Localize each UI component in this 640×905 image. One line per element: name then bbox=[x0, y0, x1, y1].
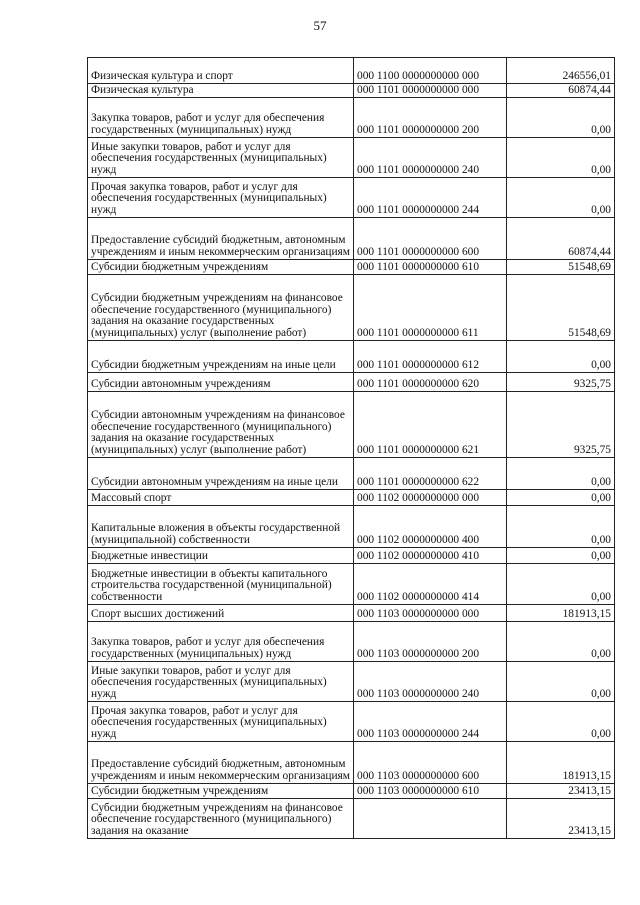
row-sum: 23413,15 bbox=[507, 784, 615, 799]
row-sum: 0,00 bbox=[507, 341, 615, 373]
row-code: 000 1103 0000000000 600 bbox=[354, 742, 507, 784]
row-sum: 0,00 bbox=[507, 98, 615, 138]
row-code: 000 1102 0000000000 414 bbox=[354, 564, 507, 605]
row-name: Субсидии автономным учреждениям на иные цели bbox=[88, 458, 354, 490]
row-code: 000 1101 0000000000 612 bbox=[354, 341, 507, 373]
row-code: 000 1101 0000000000 240 bbox=[354, 138, 507, 178]
row-sum: 0,00 bbox=[507, 458, 615, 490]
row-code: 000 1101 0000000000 620 bbox=[354, 373, 507, 392]
row-code: 000 1103 0000000000 000 bbox=[354, 605, 507, 622]
row-code: 000 1102 0000000000 400 bbox=[354, 506, 507, 548]
table-row bbox=[88, 98, 615, 138]
row-code: 000 1103 0000000000 244 bbox=[354, 702, 507, 742]
table-row bbox=[88, 218, 615, 260]
row-code: 000 1103 0000000000 610 bbox=[354, 784, 507, 799]
row-name: Спорт высших достижений bbox=[88, 605, 354, 622]
row-code: 000 1103 0000000000 240 bbox=[354, 662, 507, 702]
row-sum: 0,00 bbox=[507, 622, 615, 662]
table-row bbox=[88, 490, 615, 506]
table-row bbox=[88, 84, 615, 98]
row-sum: 0,00 bbox=[507, 662, 615, 702]
row-name: Иные закупки товаров, работ и услуг для обеспечения государственных (муниципальных) нужд bbox=[88, 662, 354, 702]
table-row bbox=[88, 58, 615, 84]
row-name: Субсидии бюджетным учреждениям на финансовое обеспечение государственного (муниципального) задания на оказание bbox=[88, 799, 354, 839]
row-name: Предоставление субсидий бюджетным, автономным учреждениям и иным некоммерческим организациям bbox=[88, 218, 354, 260]
row-name: Физическая культура bbox=[88, 84, 354, 98]
row-sum: 0,00 bbox=[507, 564, 615, 605]
page-number: 57 bbox=[313, 18, 327, 33]
row-name: Субсидии автономным учреждениям на финансовое обеспечение государственного (муниципального) задания на оказание государственных (муниципальных) услуг (выполнение работ) bbox=[88, 392, 354, 458]
row-sum: 246556,01 bbox=[507, 58, 615, 84]
row-name: Бюджетные инвестиции в объекты капитального строительства государственной (муниципальной) собственности bbox=[88, 564, 354, 605]
row-sum: 23413,15 bbox=[507, 799, 615, 839]
table-row bbox=[88, 260, 615, 275]
row-name: Иные закупки товаров, работ и услуг для обеспечения государственных (муниципальных) нужд bbox=[88, 138, 354, 178]
table-row bbox=[88, 784, 615, 799]
row-code: 000 1102 0000000000 410 bbox=[354, 548, 507, 564]
row-name: Субсидии автономным учреждениям bbox=[88, 373, 354, 392]
row-code bbox=[354, 799, 507, 839]
table-row bbox=[88, 138, 615, 178]
table-row bbox=[88, 178, 615, 218]
row-sum: 9325,75 bbox=[507, 392, 615, 458]
table-row bbox=[88, 373, 615, 392]
table-row bbox=[88, 548, 615, 564]
table-row bbox=[88, 341, 615, 373]
table-row bbox=[88, 702, 615, 742]
row-code: 000 1102 0000000000 000 bbox=[354, 490, 507, 506]
row-sum: 60874,44 bbox=[507, 84, 615, 98]
budget-table bbox=[87, 57, 615, 839]
row-sum: 181913,15 bbox=[507, 742, 615, 784]
row-name: Прочая закупка товаров, работ и услуг для обеспечения государственных (муниципальных) нужд bbox=[88, 702, 354, 742]
row-name: Закупка товаров, работ и услуг для обеспечения государственных (муниципальных) нужд bbox=[88, 622, 354, 662]
row-sum: 181913,15 bbox=[507, 605, 615, 622]
table-row bbox=[88, 622, 615, 662]
row-code: 000 1100 0000000000 000 bbox=[354, 58, 507, 84]
row-code: 000 1101 0000000000 000 bbox=[354, 84, 507, 98]
row-name: Предоставление субсидий бюджетным, автономным учреждениям и иным некоммерческим организациям bbox=[88, 742, 354, 784]
table-row bbox=[88, 662, 615, 702]
table-row bbox=[88, 392, 615, 458]
row-sum: 51548,69 bbox=[507, 260, 615, 275]
table-row bbox=[88, 458, 615, 490]
row-name: Субсидии бюджетным учреждениям на финансовое обеспечение государственного (муниципального) задания на оказание государственных (муниципальных) услуг (выполнение работ) bbox=[88, 275, 354, 341]
table-row bbox=[88, 799, 615, 839]
row-code: 000 1101 0000000000 621 bbox=[354, 392, 507, 458]
row-name: Бюджетные инвестиции bbox=[88, 548, 354, 564]
row-sum: 51548,69 bbox=[507, 275, 615, 341]
table-row bbox=[88, 275, 615, 341]
row-sum: 0,00 bbox=[507, 178, 615, 218]
table-row bbox=[88, 506, 615, 548]
row-code: 000 1101 0000000000 600 bbox=[354, 218, 507, 260]
row-name: Субсидии бюджетным учреждениям bbox=[88, 784, 354, 799]
row-code: 000 1101 0000000000 244 bbox=[354, 178, 507, 218]
row-code: 000 1101 0000000000 622 bbox=[354, 458, 507, 490]
table-row bbox=[88, 564, 615, 605]
row-code: 000 1101 0000000000 611 bbox=[354, 275, 507, 341]
row-code: 000 1101 0000000000 200 bbox=[354, 98, 507, 138]
row-code: 000 1101 0000000000 610 bbox=[354, 260, 507, 275]
row-sum: 0,00 bbox=[507, 548, 615, 564]
row-sum: 0,00 bbox=[507, 490, 615, 506]
row-name: Закупка товаров, работ и услуг для обеспечения государственных (муниципальных) нужд bbox=[88, 98, 354, 138]
row-sum: 0,00 bbox=[507, 702, 615, 742]
row-name: Прочая закупка товаров, работ и услуг для обеспечения государственных (муниципальных) нужд bbox=[88, 178, 354, 218]
row-name: Капитальные вложения в объекты государственной (муниципальной) собственности bbox=[88, 506, 354, 548]
row-code: 000 1103 0000000000 200 bbox=[354, 622, 507, 662]
row-name: Физическая культура и спорт bbox=[88, 58, 354, 84]
table-row bbox=[88, 605, 615, 622]
row-name: Субсидии бюджетным учреждениям bbox=[88, 260, 354, 275]
row-name: Массовый спорт bbox=[88, 490, 354, 506]
row-sum: 0,00 bbox=[507, 506, 615, 548]
row-sum: 60874,44 bbox=[507, 218, 615, 260]
table-row bbox=[88, 742, 615, 784]
row-name: Субсидии бюджетным учреждениям на иные цели bbox=[88, 341, 354, 373]
row-sum: 0,00 bbox=[507, 138, 615, 178]
row-sum: 9325,75 bbox=[507, 373, 615, 392]
